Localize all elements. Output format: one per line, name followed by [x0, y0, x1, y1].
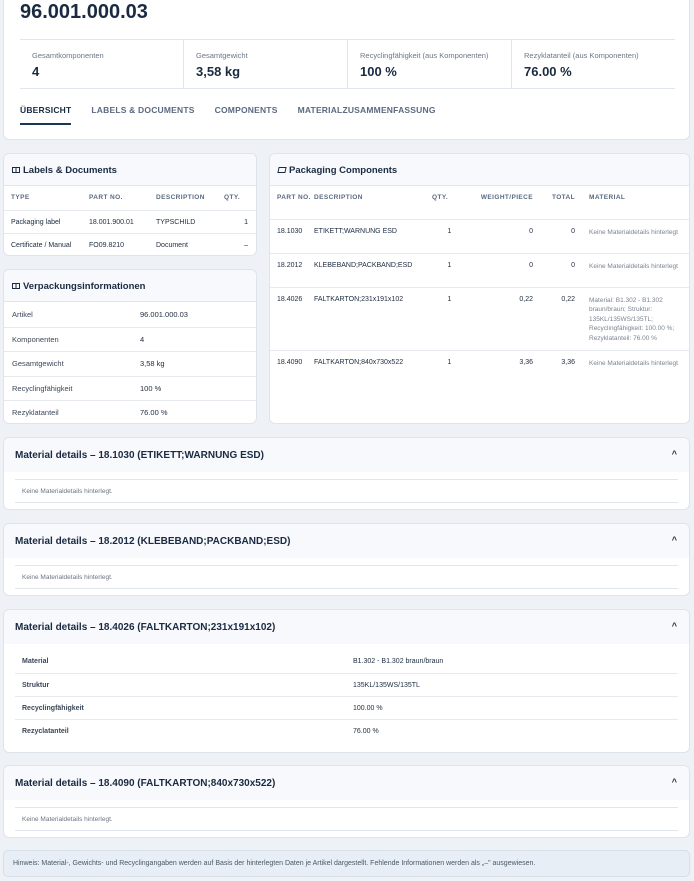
- col-qty: QTY.: [224, 194, 241, 201]
- cell-type: Certificate / Manual: [4, 233, 89, 256]
- table-row: [4, 210, 256, 233]
- material-value: 76.00 %: [353, 727, 379, 735]
- stat-value: 100 %: [360, 64, 397, 79]
- cell-description: ETIKETT;WARNUNG ESD: [314, 219, 432, 253]
- stat-total-components: [20, 40, 183, 88]
- chevron-up-icon[interactable]: ^: [671, 449, 677, 459]
- labels-documents-card: [3, 153, 257, 256]
- labels-table: [4, 186, 256, 256]
- tab-bar: [20, 105, 456, 125]
- cell-material: Keine Materialdetails hinterlegt: [575, 350, 689, 384]
- cell-weight-piece: 0: [467, 253, 533, 287]
- stat-value: 76.00 %: [524, 64, 572, 79]
- card-title: Verpackungsinformationen: [23, 281, 146, 292]
- col-type: TYPE: [11, 194, 30, 201]
- cell-total: 0: [533, 219, 575, 253]
- info-key: Artikel: [12, 309, 33, 319]
- material-row: [15, 719, 678, 742]
- card-title: Packaging Components: [289, 165, 398, 176]
- stat-label: Gesamtkomponenten: [32, 51, 104, 60]
- material-details-header[interactable]: [4, 610, 689, 644]
- empty-state: Keine Materialdetails hinterlegt.: [15, 479, 678, 503]
- info-key: Rezyklatanteil: [12, 408, 59, 418]
- cell-description: FALTKARTON;840x730x522: [314, 350, 432, 384]
- chevron-up-icon[interactable]: ^: [671, 621, 677, 631]
- cell-description: FALTKARTON;231x191x102: [314, 287, 432, 350]
- info-row: [4, 376, 256, 401]
- material-key: Material: [22, 658, 49, 665]
- stat-recycled-content: [511, 40, 675, 88]
- material-value: B1.302 - B1.302 braun/braun: [353, 658, 444, 665]
- material-key: Struktur: [22, 681, 50, 689]
- cell-description: TYPSCHILD: [156, 210, 224, 233]
- info-row: [4, 400, 256, 424]
- stats-row: [20, 39, 675, 89]
- chevron-up-icon[interactable]: ^: [671, 535, 677, 545]
- material-row: [15, 650, 678, 673]
- grid-icon: [12, 167, 20, 173]
- stat-total-weight: [183, 40, 347, 88]
- info-row: [4, 327, 256, 352]
- col-total: TOTAL: [551, 194, 575, 201]
- cell-qty: 1: [432, 219, 467, 253]
- table-header-row: [270, 186, 689, 219]
- material-key: Recyclingfähigkeit: [22, 704, 84, 712]
- info-key: Komponenten: [12, 334, 59, 344]
- material-details-header[interactable]: [4, 524, 689, 558]
- col-material: MATERIAL: [589, 194, 626, 201]
- stat-label: Recyclingfähigkeit (aus Komponenten): [360, 51, 489, 60]
- tab-overview[interactable]: ÜBERSICHT: [20, 105, 71, 125]
- components-table: [270, 186, 689, 384]
- info-row: [4, 302, 256, 327]
- cell-part-no: 18.001.900.01: [89, 210, 156, 233]
- cell-weight-piece: 0,22: [467, 287, 533, 350]
- columns-icon: [12, 283, 20, 289]
- empty-state: Keine Materialdetails hinterlegt.: [15, 565, 678, 589]
- stat-label: Gesamtgewicht: [196, 51, 248, 60]
- col-description: DESCRIPTION: [156, 194, 205, 201]
- empty-state: Keine Materialdetails hinterlegt.: [15, 807, 678, 831]
- col-weight-piece: WEIGHT/PIECE: [480, 194, 533, 201]
- material-details-panel: [3, 609, 690, 753]
- cell-qty: 1: [432, 350, 467, 384]
- cell-qty: 1: [432, 253, 467, 287]
- table-row: [4, 233, 256, 256]
- material-details-title: Material details – 18.4090 (FALTKARTON;840x730x522): [15, 778, 276, 789]
- col-description: DESCRIPTION: [314, 194, 363, 201]
- col-part-no: PART NO.: [277, 194, 311, 201]
- packaging-components-card: [269, 153, 690, 424]
- cell-part-no: 18.4090: [270, 350, 314, 384]
- cell-qty: 1: [432, 287, 467, 350]
- box-icon: [277, 167, 286, 173]
- info-list: [4, 302, 256, 424]
- cell-description: Document: [156, 233, 224, 256]
- material-key: Rezyclatanteil: [22, 727, 69, 735]
- card-header: [270, 154, 689, 186]
- cell-material: Keine Materialdetails hinterlegt: [575, 253, 689, 287]
- material-details-header[interactable]: [4, 438, 689, 472]
- table-header-row: [4, 186, 256, 210]
- table-row: [270, 219, 689, 253]
- cell-qty: 1: [224, 210, 256, 233]
- material-row: [15, 696, 678, 719]
- material-row: [15, 673, 678, 696]
- cell-weight-piece: 0: [467, 219, 533, 253]
- chevron-up-icon[interactable]: ^: [671, 777, 677, 787]
- material-value: 135KL/135WS/135TL: [353, 681, 420, 689]
- cell-material: Material: B1.302 - B1.302 braun/braun; Struktur: 135KL/135WS/135TL; Recyclingfähigkeit: 100.00 %; Rezyklatanteil: 76.00 %: [575, 287, 689, 350]
- cell-description: KLEBEBAND;PACKBAND;ESD: [314, 253, 432, 287]
- tab-components[interactable]: COMPONENTS: [214, 105, 278, 115]
- stat-label: Rezyklatanteil (aus Komponenten): [524, 51, 639, 60]
- cell-part-no: 18.4026: [270, 287, 314, 350]
- material-details-header[interactable]: [4, 766, 689, 800]
- card-title: Labels & Documents: [23, 165, 117, 176]
- info-value: 3,58 kg: [140, 359, 165, 369]
- cell-total: 3,36: [533, 350, 575, 384]
- footer-note: Hinweis: Material-, Gewichts- und Recyclingangaben werden auf Basis der hinterlegten Daten je Artikel dargestellt. Fehlende Informationen werden als „–" ausgewiesen.: [3, 850, 690, 877]
- stat-recyclability: [347, 40, 511, 88]
- material-details-panel: [3, 523, 690, 596]
- info-value: 100 %: [140, 383, 162, 393]
- table-row: [270, 350, 689, 384]
- info-value: 76.00 %: [140, 408, 168, 418]
- stat-value: 4: [32, 64, 40, 79]
- material-details-panel: [3, 437, 690, 510]
- info-row: [4, 351, 256, 376]
- cell-part-no: 18.2012: [270, 253, 314, 287]
- material-value: 100.00 %: [353, 704, 383, 712]
- cell-material: Keine Materialdetails hinterlegt: [575, 219, 689, 253]
- info-key: Gesamtgewicht: [12, 359, 64, 369]
- header-card: [3, 0, 690, 140]
- card-header: [4, 270, 256, 302]
- page-title: 96.001.000.03: [20, 1, 148, 23]
- table-row: [270, 253, 689, 287]
- cell-part-no: 18.1030: [270, 219, 314, 253]
- cell-weight-piece: 3,36: [467, 350, 533, 384]
- stat-value: 3,58 kg: [196, 64, 241, 79]
- tab-material-summary[interactable]: MATERIALZUSAMMENFASSUNG: [297, 105, 436, 115]
- card-header: [4, 154, 256, 186]
- cell-total: 0: [533, 253, 575, 287]
- cell-part-no: FO09.8210: [89, 233, 156, 256]
- col-qty: QTY.: [432, 194, 449, 201]
- material-details-title: Material details – 18.4026 (FALTKARTON;231x191x102): [15, 622, 276, 633]
- info-value: 4: [140, 334, 145, 344]
- packaging-info-card: [3, 269, 257, 424]
- material-details-title: Material details – 18.2012 (KLEBEBAND;PACKBAND;ESD): [15, 536, 291, 547]
- cell-type: Packaging label: [4, 210, 89, 233]
- material-details-panel: [3, 765, 690, 838]
- cell-total: 0,22: [533, 287, 575, 350]
- material-details-title: Material details – 18.1030 (ETIKETT;WARNUNG ESD): [15, 450, 264, 461]
- tab-labels-documents[interactable]: LABELS & DOCUMENTS: [91, 105, 195, 115]
- info-value: 96.001.000.03: [140, 309, 188, 319]
- table-row: [270, 287, 689, 350]
- material-details-list: [4, 650, 689, 742]
- info-key: Recyclingfähigkeit: [12, 383, 73, 393]
- col-part-no: PART NO.: [89, 194, 123, 201]
- cell-qty: –: [224, 233, 256, 256]
